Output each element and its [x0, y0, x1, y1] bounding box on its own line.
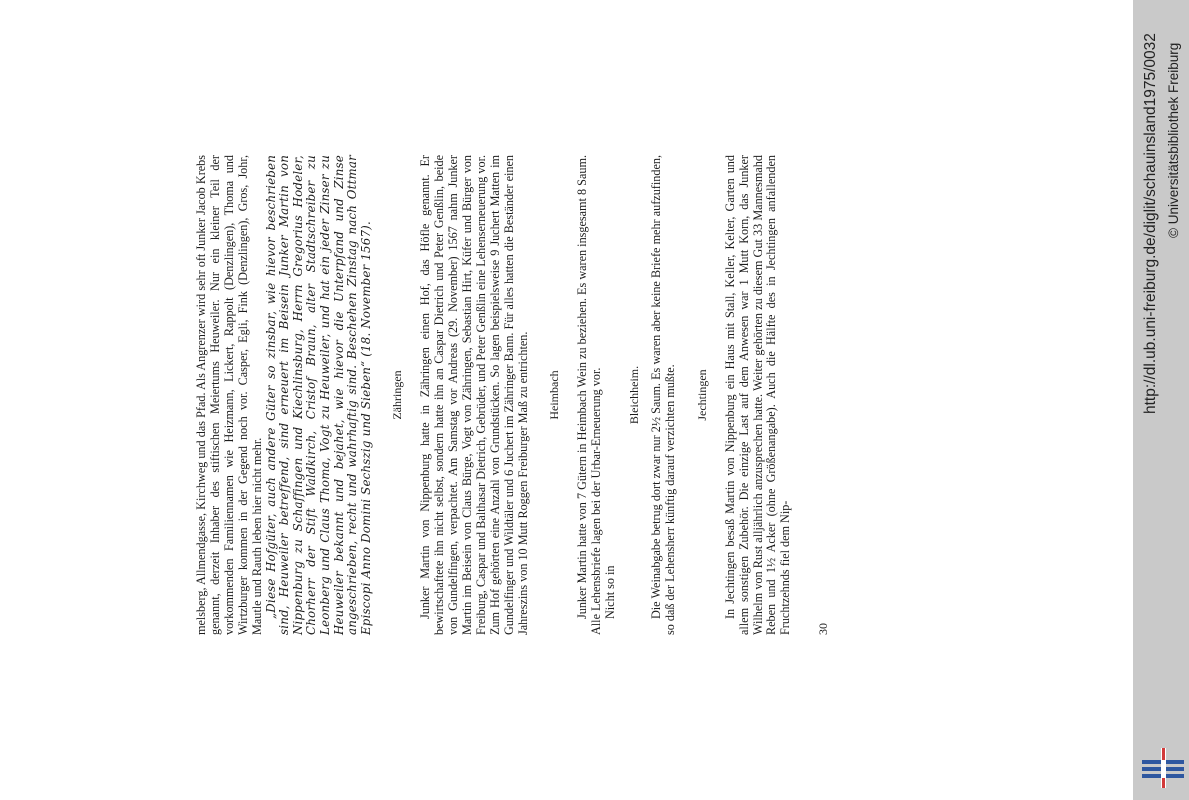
paragraph-bleichheim: Die Weinabgabe betrug dort zwar nur 2½ Saum. Es waren aber keine Briefe mehr aufzufinden, so daß der Lehensherr künftig darauf verzichten mußte.: [648, 155, 677, 635]
document-page: [195, 155, 955, 635]
nicht-so-line: Nicht so in: [603, 565, 618, 619]
paragraph-zaehringen: Junker Martin von Nippenburg hatte in Zähringen einen Hof, das Höfle genannt. Er bewirtschaftete ihn nicht selbst, sondern hatte ihn an Caspar Dietrich und Peter Genßlin, beide von Gundelfingen, verpachtet. Am Samstag vor Andreas (29. November) 1567 nahm Junker Martin im Beisein von Claus Bürge, Vogt von Zähringen, Sebastian Hirt, Küfer und Bürger von Freiburg, Caspar und Balthasar Dietrich, Gebrüder, und Peter Genßlin eine Lehenserneuerung vor. Zum Hof gehörten eine Anzahl von Grundstücken. So lagen beispielsweise 9 Juchert Matten im Gundelfinger und Wildtäler und 6 Juchert im Zähringer Bann. Für alles hatten die Beständer einen Jahreszins von 10 Mutt Roggen Freiburger Maß zu entrichten.: [418, 155, 530, 635]
paragraph-heuweiler: melsberg, Allmendgasse, Kirchweg und das Pfad. Als Angrenzer wird sehr oft Junker Jacob Krebs genannt, derzeit Inhaber des stiftischen Meiertums Heuweiler. Nur ein kleiner Teil der vorkommenden Familiennamen wie Heizmann, Lickert, Rappolt (Denzlingen), Thoma und Wirtzburger kommen in der Gegend noch vor. Casper, Egli, Fink (Denzlingen), Gros, Johr, Mautle und Rauth leben hier nicht mehr.: [194, 155, 264, 635]
paragraph-heimbach: Junker Martin hatte von 7 Gütern in Heimbach Wein zu beziehen. Es waren insgesamt 8 Saum. Alle Lehensbriefe lagen bei der Urbar-Erneuerung vor.: [575, 155, 604, 635]
heading-zaehringen: Zähringen: [390, 370, 405, 420]
heading-bleichheim: Bleichheim.: [627, 365, 642, 425]
ub-freiburg-logo-icon: [1142, 748, 1184, 788]
page-text-block: [195, 155, 831, 635]
permalink-url[interactable]: http://dl.ub.uni-freiburg.de/diglit/schauinsland1975/0032: [1142, 33, 1159, 414]
page-number: 30: [816, 623, 831, 635]
copyright-notice: © Universitätsbibliothek Freiburg: [1166, 42, 1181, 238]
heading-heimbach: Heimbach: [547, 370, 562, 420]
paragraph-jechtingen: In Jechtingen besaß Martin von Nippenburg ein Haus mit Stall, Keller, Kelter, Garten und allem sonstigen Zubehör. Die einzige Last auf dem Anwesen war 1 Mutt Korn, das Junker Wilhelm von Rust alljährlich anzusprechen hatte. Weiter gehörten zu diesem Gut 33 Mannesmahd Reben und 1½ Acker (ohne Größenangabe). Auch die Hälfte des in Jechtingen anfallenden Fruchtzehnds fiel dem Nip-: [722, 155, 793, 635]
heading-jechtingen: Jechtingen: [694, 369, 709, 421]
fraktur-quote: „Diese Hofgüter, auch andere Güter so zinsbar, wie hievor beschrieben sind, Heuweiler betreffend, sind erneuert im Beisein Junker Martin von Nippenburg zu Schaffingen und Kiechlinsburg, Herrn Gregorius Hodeler, Chorherr der Stift Waldkirch, Cristof Braun, alter Stadtschreiber zu Leonberg und Claus Thoma, Vogt zu Heuweiler, und hat ein jeder Zinser zu Heuweiler bekannt und bejahet, wie hievor die Unterpfand und Zinse angeschrieben, recht und wahrhaftig sind. Beschehen Zinstag nach Ottmar Episcopi Anno Domini Sechszig und Sieben“ (18. November 1567).: [263, 155, 373, 635]
